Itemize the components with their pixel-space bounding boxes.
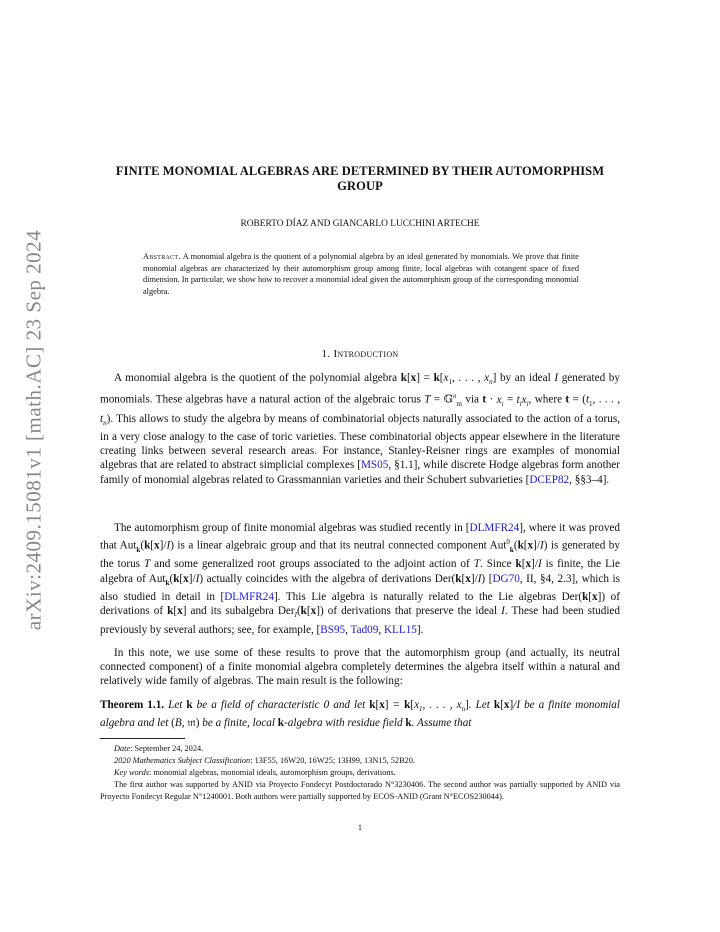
paper-title xyxy=(100,164,620,194)
paper-authors: ROBERTO DÍAZ AND GIANCARLO LUCCHINI ARTECHE xyxy=(240,219,480,229)
citation-link[interactable]: MS05 xyxy=(360,459,389,472)
footnote-msc xyxy=(100,755,620,767)
keywords-label: Key words xyxy=(114,768,149,777)
abstract-text: A monomial algebra is the quotient of a polynomial algebra by an ideal generated by monomials. We prove that finite monomial algebras are characterized by their automorphism group among finite, local algebras with cotangent space of fixed dimension. In particular, we show how to recover a monomial ideal given the automorphism group of the corresponding monomial algebra. xyxy=(143,252,579,296)
abstract-label: Abstract. xyxy=(143,252,181,261)
footnotes xyxy=(100,743,620,803)
date-label: Date xyxy=(114,744,131,753)
title-line-1: FINITE MONOMIAL ALGEBRAS ARE DETERMINED BY THEIR AUTOMORPHISM xyxy=(115,164,605,178)
footnote-keywords xyxy=(100,767,620,779)
date-value: : September 24, 2024. xyxy=(130,744,204,753)
keywords-value: : monomial algebras, monomial ideals, automorphism groups, derivations. xyxy=(148,768,396,777)
intro-paragraph-3: In this note, we use some of these results to prove that the automorphism group (and actually, its neutral connected component) of a finite monomial algebra completely determines the algebra itself within a natural and relatively wide family of algebras. The main result is the following: xyxy=(100,647,620,688)
title-line-2: GROUP xyxy=(337,179,383,193)
theorem-label: Theorem 1.1. xyxy=(100,699,165,711)
arxiv-identifier: arXiv:2409.15081v1 [math.AC] 23 Sep 2024 xyxy=(21,229,46,631)
theorem-1-1: Theorem 1.1. Let k be a field of characteristic 0 and let $k[x] = k[x_1$, . . . , $x_n$]. Let k[x]/I be a finite monomial algebra and let (B, 𝔪) be a finite, local k-algebra with residue field k. Assume that xyxy=(100,699,621,730)
msc-value: : 13F55, 16W20, 16W25; 13H99, 13N15, 52B20. xyxy=(250,756,415,765)
footnote-funding: The first author was supported by ANID via Proyecto Fondecyt Postdoctorado N°3230406. The second author was partially supported by ANID via Proyecto Fondecyt Regular N°1240001. Both authors were partially supported by ECOS-ANID (Grant N°ECOS230044). xyxy=(100,780,620,801)
citation-link[interactable]: KLL15 xyxy=(383,623,417,636)
citation-link[interactable]: DLMFR24 xyxy=(224,591,274,604)
section-heading xyxy=(100,348,620,360)
intro-paragraph-2: The automorphism group of finite monomial algebras was studied recently in [DLMFR24], where it was proved that Aut$_k$(k[x]/I) is a linear algebraic group and that its neutral connected component Aut$^0_k$(k[x]/I) is generated by the torus T and some generalized root groups associated to the adjoint action of T. Since k[x]/I is finite, the Lie algebra of Aut$_k$(k[x]/I) actually coincides with the algebra of derivations Der(k[x]/I) [DG70, II, §4, 2.3], which is also studied in detail in [DLMFR24]. This Lie algebra is naturally related to the Lie algebras Der(k[x]) of derivations of k[x] and its subalgebra Der$_I$(k[x]) of derivations that preserve the ideal I. These had been studied previously by several authors; see, for example, [BS95, Tad09, KLL15]. xyxy=(100,522,621,636)
citation-link[interactable]: DLMFR24 xyxy=(469,522,520,534)
footnote-rule xyxy=(100,738,185,739)
arxiv-margin-stamp xyxy=(18,200,50,660)
citation-link[interactable]: BS95 xyxy=(320,623,346,636)
citation-link[interactable]: DG70 xyxy=(492,572,520,585)
citation-link[interactable]: Tad09 xyxy=(350,623,379,636)
abstract xyxy=(143,251,579,297)
footnote-date xyxy=(100,743,620,755)
msc-label: 2020 Mathematics Subject Classification xyxy=(114,756,251,765)
section-number: 1. xyxy=(321,348,331,360)
intro-paragraph-1: A monomial algebra is the quotient of the polynomial algebra $k[x] = k[x_1$, . . . , $x_n$] by an ideal I generated by monomials. These algebras have a natural action of the algebraic torus T = 𝔾$^n_m$ via $t \cdot x_i = t_ix_i$, where $t = (t_1$, . . . , $t_n$). This allows to study the algebra by means of combinatorial objects naturally associated to the action of a torus, in a very close analogy to the case of toric varieties. These combinatorial objects appear elsewhere in the literature creating links between several research areas. For instance, Stanley-Reisner rings are examples of monomial algebras that are related to abstract simplicial complexes [MS05, §1.1], while discrete Hodge algebras form another family of monomial algebras related to Grassmannian varieties and their Schubert subvarieties [DCEP82, §§3–4]. xyxy=(100,372,621,486)
citation-link[interactable]: DCEP82 xyxy=(529,473,570,486)
section-title: Introduction xyxy=(333,348,399,360)
page-number: 1 xyxy=(357,823,363,832)
